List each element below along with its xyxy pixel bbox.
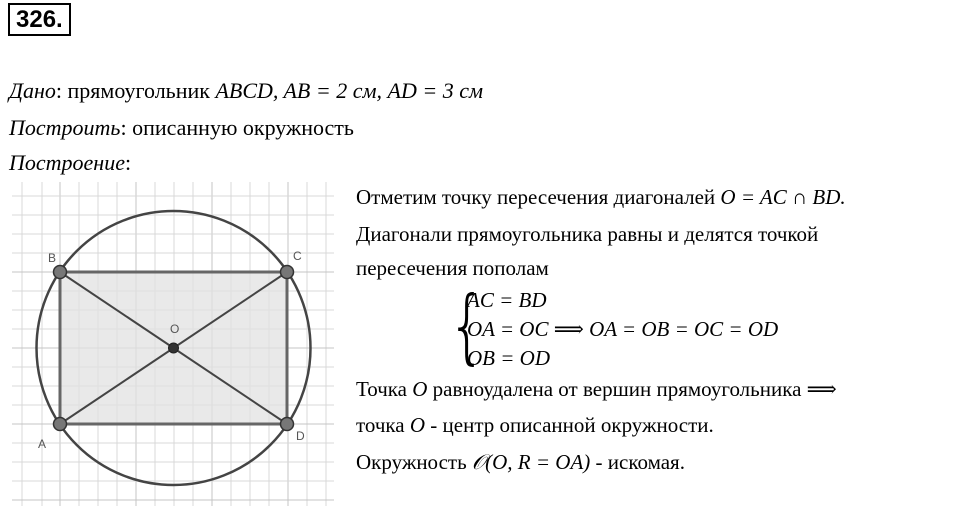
construct-line — [9, 115, 354, 141]
problem-number: 326. — [8, 3, 71, 36]
solution-line-4-a: Точка — [356, 377, 413, 401]
label-a: A — [38, 437, 47, 451]
geometry-figure — [12, 182, 334, 506]
solution-line-2: Диагонали прямоугольника равны и делятся точкой — [356, 222, 819, 246]
system-brace: { — [448, 279, 487, 374]
system-eq-2: OA = OC ⟹ OA = OB = OC = OD — [467, 317, 779, 341]
point-a — [54, 418, 67, 431]
solution-line-6 — [356, 450, 685, 475]
solution-line-1-text: Отметим точку пересечения диагоналей — [356, 185, 721, 209]
given-line — [9, 78, 483, 104]
point-o — [169, 343, 179, 353]
solution-line-6-math: 𝒪(O, R = OA) — [471, 450, 591, 474]
solution-line-6-b: - искомая. — [590, 450, 685, 474]
point-b — [54, 266, 67, 279]
system-eq-1: AC = BD — [467, 288, 547, 312]
solution-line-5-a: точка — [356, 413, 410, 437]
label-c: C — [293, 249, 302, 263]
solution-line-1-math: O = AC ∩ BD. — [720, 185, 846, 209]
given-math: ABCD, AB = 2 см, AD = 3 см — [215, 78, 483, 103]
system-eq-3: OB = OD — [467, 346, 550, 370]
solution-line-3: пересечения пополам — [356, 256, 549, 280]
point-c — [281, 266, 294, 279]
solution-line-5 — [356, 413, 714, 438]
solution-line-4-math: O — [412, 377, 428, 401]
given-text: : прямоугольник — [55, 78, 216, 103]
point-d — [281, 418, 294, 431]
label-d: D — [296, 429, 305, 443]
construct-text: : описанную окружность — [120, 115, 354, 140]
construction-text: : — [124, 150, 132, 175]
solution-line-5-b: - центр описанной окружности. — [425, 413, 714, 437]
solution-line-4-b: равноудалена от вершин прямоугольника ⟹ — [427, 377, 837, 401]
solution-line-5-math: O — [409, 413, 426, 437]
solution-line-4 — [356, 377, 837, 402]
label-o: O — [170, 322, 180, 336]
label-b: B — [48, 251, 57, 265]
construction-label: Построение — [9, 150, 125, 175]
solution-line-6-a: Окружность — [356, 450, 472, 474]
construct-label: Построить — [9, 115, 121, 140]
solution-line-1 — [356, 185, 846, 210]
given-label: Дано — [9, 78, 56, 103]
construction-line — [9, 150, 131, 176]
